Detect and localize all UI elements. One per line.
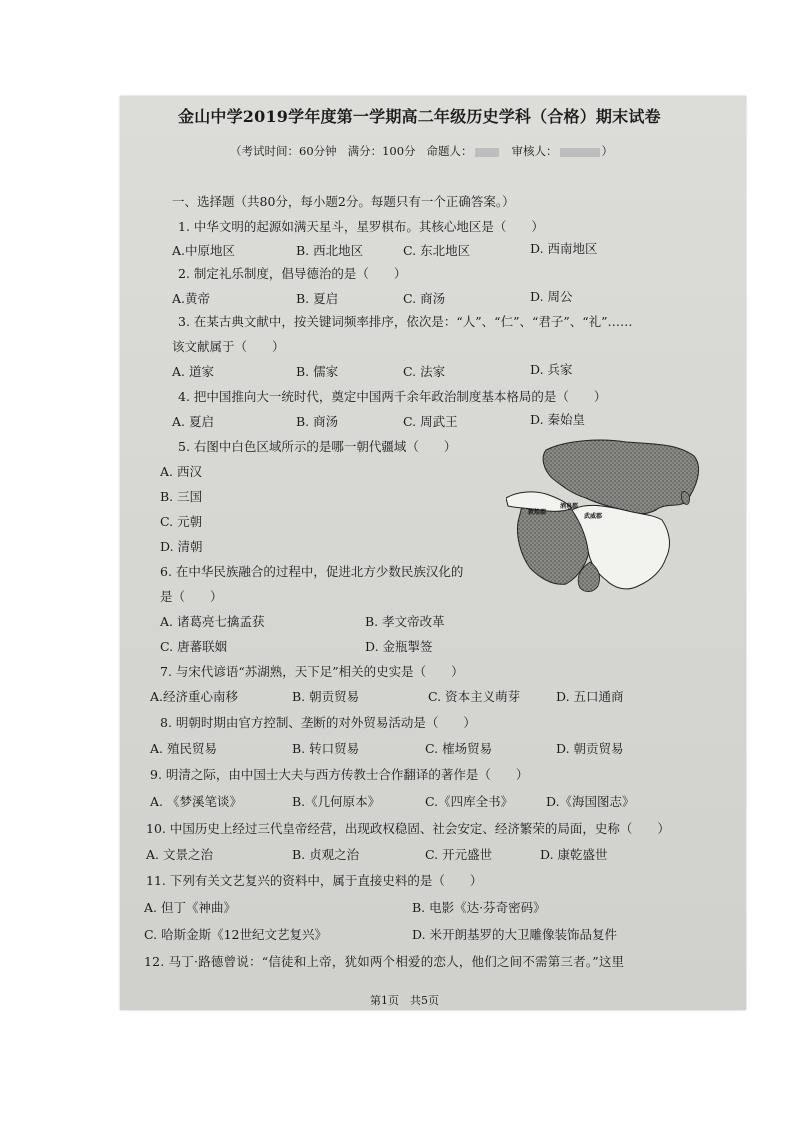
question-2-stem: 2. 制定礼乐制度，倡导德治的是（ ） [178,266,407,281]
question-9-option-b: B.《几何原本》 [292,794,381,809]
exam-info-close: ） [601,144,613,158]
question-7-option-b: B. 朝贡贸易 [292,689,360,704]
redacted-name [560,148,600,157]
question-9-option-c: C.《四库全书》 [425,794,514,809]
question-2-option-b: B. 夏启 [296,291,339,306]
question-4-option-c: C. 周武王 [403,414,458,429]
question-7-stem: 7. 与宋代谚语“苏湖熟，天下足”相关的史实是（ ） [160,664,464,679]
exam-title: 金山中学2019学年度第一学期高二年级历史学科（合格）期末试卷 [178,107,661,126]
question-3-option-d: D. 兵家 [530,362,573,377]
question-10-stem: 10. 中国历史上经过三代皇帝经营，出现政权稳固、社会安定、经济繁荣的局面，史称（ ） [146,821,670,836]
section-heading: 一、选择题（共80分，每小题2分。每题只有一个正确答案。） [172,194,515,209]
exam-info [230,143,613,159]
question-5-option-a: A. 西汉 [160,464,202,479]
question-6-stem-continued: 是（ ） [160,589,223,604]
exam-time: （考试时间：60分钟 [230,144,337,158]
question-2-option-c: C. 商汤 [403,291,446,306]
map-label-dunhuang: 敦煌郡 [528,509,547,516]
question-10-option-d: D. 康乾盛世 [540,847,608,862]
question-7-option-a: A.经济重心南移 [150,689,239,704]
question-1-option-b: B. 西北地区 [296,243,364,258]
question-8-option-c: C. 榷场贸易 [425,741,493,756]
question-6-stem: 6. 在中华民族融合的过程中，促进北方少数民族汉化的 [160,564,464,579]
question-1-stem: 1. 中华文明的起源如满天星斗，星罗棋布。其核心地区是（ ） [178,219,544,234]
question-11-option-a: A. 但丁《神曲》 [144,900,236,915]
question-8-option-b: B. 转口贸易 [292,741,360,756]
question-5-stem: 5. 右图中白色区域所示的是哪一朝代疆域（ ） [178,439,457,454]
question-11-option-c: C. 哈斯金斯《12世纪文艺复兴》 [144,927,327,942]
exam-paper [120,96,746,1010]
question-1-option-d: D. 西南地区 [530,241,598,256]
map-label-wuwei: 武威郡 [584,513,603,520]
question-5-option-c: C. 元朝 [160,514,203,529]
question-8-option-d: D. 朝贡贸易 [556,741,624,756]
question-3-option-a: A. 道家 [172,364,214,379]
exam-setter-label: 命题人： [426,144,473,158]
question-3-stem-continued: 该文献属于（ ） [172,339,285,354]
question-6-option-c: C. 唐蕃联姻 [160,639,228,654]
question-4-option-b: B. 商汤 [296,414,339,429]
question-7-option-d: D. 五口通商 [556,689,624,704]
question-11-option-b: B. 电影《达·芬奇密码》 [412,900,546,915]
question-1-option-c: C. 东北地区 [403,243,471,258]
question-4-option-a: A. 夏启 [172,414,214,429]
question-6-option-b: B. 孝文帝改革 [365,614,445,629]
redacted-name [475,148,499,157]
question-10-option-a: A. 文景之治 [146,847,213,862]
question-3-option-b: B. 儒家 [296,364,339,379]
question-2-option-d: D. 周公 [530,289,573,304]
question-3-option-c: C. 法家 [403,364,446,379]
question-8-stem: 8. 明朝时期由官方控制、垄断的对外贸易活动是（ ） [160,715,476,730]
question-5-option-b: B. 三国 [160,489,203,504]
question-2-option-a: A.黄帝 [172,291,211,306]
question-6-option-a: A. 诸葛亮七擒孟获 [160,614,265,629]
question-8-option-a: A. 殖民贸易 [150,741,217,756]
question-5-option-d: D. 清朝 [160,539,203,554]
map-label-jiuquan: 酒泉郡 [560,503,579,510]
question-9-option-a: A. 《梦溪笔谈》 [150,794,242,809]
question-9-stem: 9. 明清之际，由中国士大夫与西方传教士合作翻译的著作是（ ） [150,767,529,782]
page-footer: 第1页 共5页 [370,994,439,1007]
exam-score: 满分：100分 [347,144,416,158]
question-6-option-d: D. 金瓶掣签 [365,639,433,654]
question-11-stem: 11. 下列有关文艺复兴的资料中，属于直接史料的是（ ） [146,873,483,888]
question-9-option-d: D.《海国图志》 [546,794,635,809]
question-4-option-d: D. 秦始皇 [530,412,586,427]
question-7-option-c: C. 资本主义萌芽 [428,689,521,704]
question-12-stem: 12. 马丁·路德曾说：“信徒和上帝，犹如两个相爱的恋人，他们之间不需第三者。”这里 [144,954,625,969]
question-3-stem: 3. 在某古典文献中，按关键词频率排序，依次是：“人”、“仁”、“君子”、“礼”…… [178,314,633,329]
question-11-option-d: D. 米开朗基罗的大卫雕像装饰品复件 [412,927,618,942]
question-1-option-a: A.中原地区 [172,243,236,258]
question-4-stem: 4. 把中国推向大一统时代，奠定中国两千余年政治制度基本格局的是（ ） [178,389,607,404]
question-10-option-b: B. 贞观之治 [292,847,360,862]
question-10-option-c: C. 开元盛世 [425,847,493,862]
exam-reviewer-label: 审核人： [511,144,558,158]
